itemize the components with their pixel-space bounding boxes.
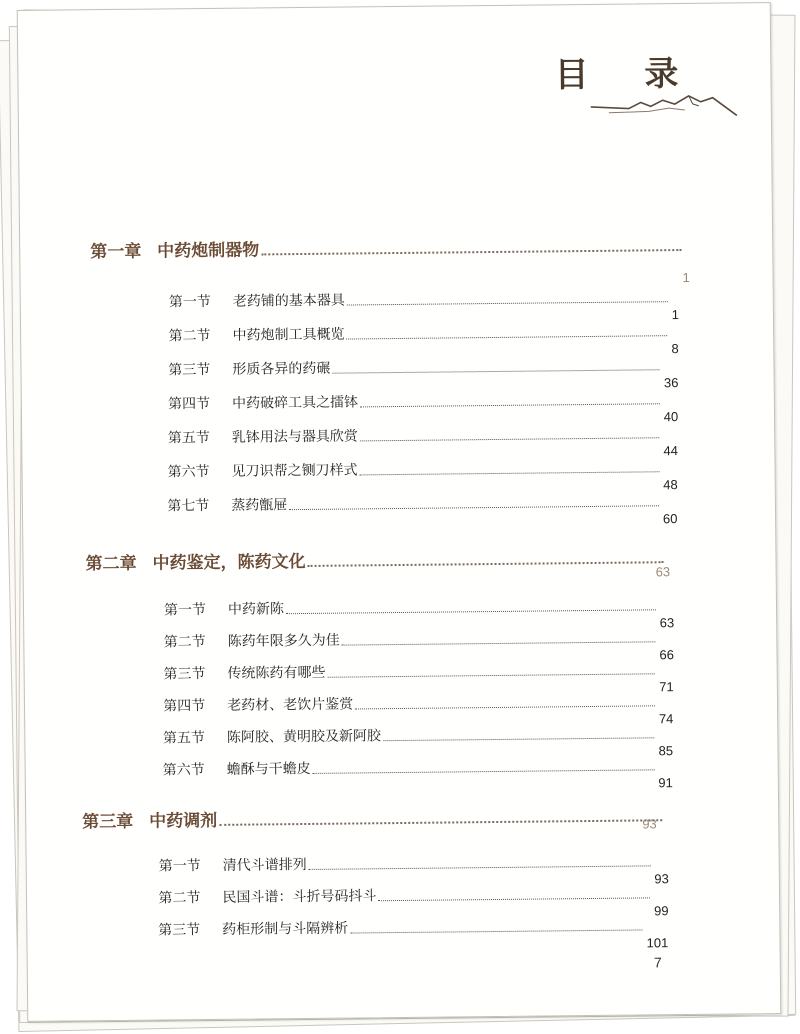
section-number: 第六节: [167, 463, 210, 481]
chapter-title: 中药鉴定，陈药文化: [152, 551, 306, 574]
toc-entry[interactable]: [167, 388, 679, 425]
toc-entry[interactable]: [168, 320, 679, 357]
section-title: 蒸药甑屉: [231, 497, 288, 514]
dot-leader: [342, 641, 656, 645]
chapter-page-number: 93: [642, 816, 657, 832]
chapter-heading[interactable]: [82, 800, 666, 832]
dot-leader: [289, 505, 659, 510]
section-title: 中药新陈: [227, 601, 285, 618]
dot-leader: [328, 673, 656, 677]
toc-entry[interactable]: [163, 626, 674, 663]
section-page-number: 36: [663, 375, 679, 391]
toc-entry[interactable]: [168, 286, 680, 323]
section-title: 老药材、老饮片鉴赏: [227, 696, 354, 714]
chapter-heading[interactable]: [90, 230, 685, 262]
section-title: 乳钵用法与器具欣赏: [231, 428, 358, 446]
section-page-number: 93: [654, 871, 669, 887]
section-title: 见刀识帮之铡刀样式: [231, 462, 358, 480]
section-number: 第三节: [163, 666, 206, 683]
mountain-ornament-icon: [589, 91, 739, 123]
toc-entry[interactable]: [163, 594, 675, 631]
section-page-number: 63: [659, 615, 675, 631]
section-number: 第二节: [163, 634, 206, 651]
chapter-title: 中药炮制器物: [157, 240, 260, 262]
dot-leader: [313, 769, 655, 774]
section-page-number: 71: [659, 679, 674, 695]
chapter-number: 第二章: [85, 553, 137, 575]
dot-leader: [378, 897, 650, 901]
section-page-number: 1: [671, 307, 680, 323]
page-number: 7: [653, 954, 662, 971]
dot-leader: [383, 737, 655, 741]
toc-entry[interactable]: [162, 722, 674, 759]
section-title: 蟾酥与干蟾皮: [226, 760, 311, 778]
toc-entry[interactable]: [158, 882, 669, 919]
page-title: 目 录: [554, 53, 701, 96]
section-title: 中药炮制工具概览: [232, 326, 345, 344]
section-title: 药柜形制与斗隔辨析: [222, 920, 349, 938]
toc-entry[interactable]: [168, 354, 679, 391]
section-number: 第四节: [163, 698, 206, 715]
section-page-number: 40: [663, 409, 679, 425]
dot-leader: [350, 929, 642, 933]
toc-entry[interactable]: [158, 850, 669, 887]
section-title: 民国斗谱：斗折号码抖斗: [222, 888, 377, 906]
section-number: 第三节: [168, 361, 211, 379]
chapter-heading[interactable]: [85, 542, 667, 574]
section-page-number: 101: [646, 935, 669, 951]
dot-leader: [286, 609, 656, 614]
dot-leader: [309, 865, 651, 870]
section-title: 老药铺的基本器具: [232, 292, 345, 310]
toc-entry[interactable]: [167, 422, 679, 459]
section-number: 第一节: [168, 293, 211, 311]
section-number: 第三节: [158, 922, 201, 939]
dot-leader: [308, 561, 664, 567]
section-page-number: 66: [659, 647, 674, 663]
section-number: 第四节: [167, 395, 211, 413]
dot-leader: [347, 335, 668, 339]
section-page-number: 48: [663, 477, 678, 493]
section-title: 中药破碎工具之擂钵: [231, 394, 359, 412]
section-page-number: 74: [658, 711, 674, 727]
section-title: 陈阿胶、黄明胶及新阿胶: [226, 728, 382, 746]
dot-leader: [360, 403, 660, 407]
section-number: 第七节: [167, 497, 210, 515]
chapter-page-number: 1: [682, 269, 690, 286]
section-title: 传统陈药有哪些: [227, 664, 326, 682]
section-number: 第二节: [158, 890, 201, 907]
section-title: 清代斗谱排列: [222, 856, 307, 874]
section-page-number: 91: [658, 775, 673, 791]
toc-entry[interactable]: [167, 456, 678, 493]
toc-entry[interactable]: [158, 914, 669, 951]
toc-entry[interactable]: [167, 490, 678, 527]
toc-page: [17, 2, 782, 1022]
dot-leader: [355, 705, 655, 709]
toc-entry[interactable]: [162, 754, 673, 791]
section-page-number: 60: [662, 511, 678, 527]
section-page-number: 8: [671, 341, 679, 357]
dot-leader: [219, 819, 662, 826]
section-page-number: 44: [663, 443, 679, 459]
dot-leader: [360, 471, 660, 475]
section-number: 第五节: [167, 429, 210, 447]
section-number: 第五节: [162, 730, 206, 747]
section-number: 第二节: [168, 327, 211, 345]
chapter-number: 第一章: [90, 241, 142, 263]
section-title: 陈药年限多久为佳: [227, 632, 340, 650]
chapter-page-number: 63: [655, 564, 671, 580]
section-page-number: 85: [658, 743, 674, 759]
dot-leader: [347, 301, 668, 305]
toc-entry[interactable]: [163, 690, 674, 727]
section-number: 第一节: [158, 858, 201, 875]
toc-entry[interactable]: [163, 658, 674, 695]
section-title: 形质各异的药碾: [232, 360, 331, 378]
section-page-number: 99: [654, 903, 669, 919]
chapter-number: 第三章: [82, 811, 134, 833]
dot-leader: [360, 437, 660, 441]
chapter-title: 中药调剂: [149, 810, 218, 832]
section-number: 第六节: [162, 762, 205, 779]
dot-leader: [261, 249, 681, 255]
section-number: 第一节: [163, 602, 207, 619]
dot-leader: [332, 369, 660, 373]
